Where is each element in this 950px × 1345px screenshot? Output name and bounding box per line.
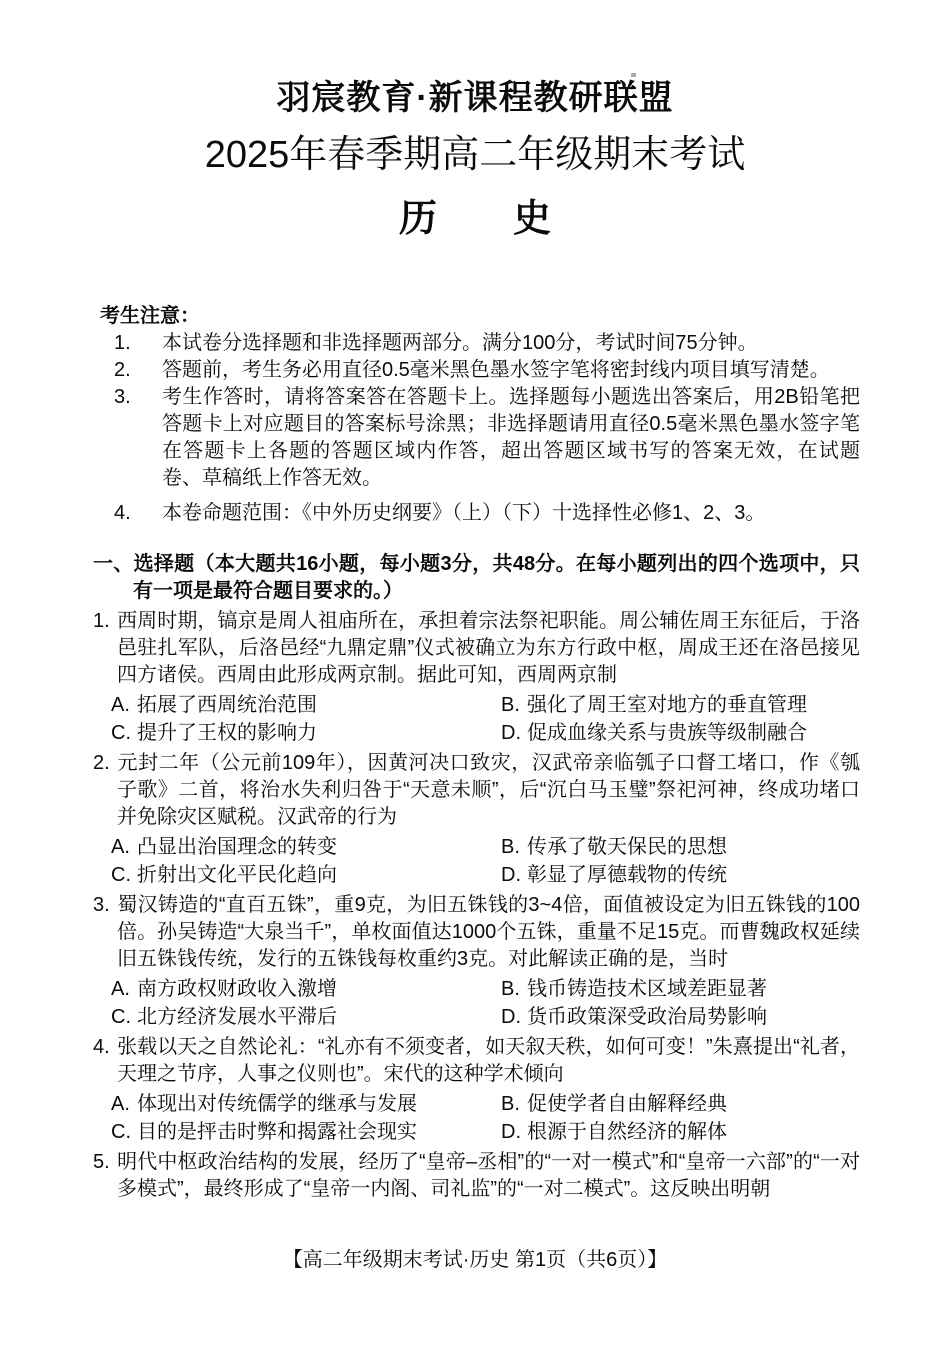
- question-stem: [93, 1149, 860, 1203]
- option-text: 彰显了厚德载物的传统: [527, 864, 727, 886]
- option-label: D.: [501, 722, 521, 744]
- question-1: [93, 608, 860, 747]
- option-label: A.: [111, 694, 130, 716]
- option-label: C.: [111, 722, 131, 744]
- question-options: [93, 1090, 860, 1146]
- question-stem: [93, 608, 860, 689]
- option-label: C.: [111, 1121, 131, 1143]
- option-a: [111, 1090, 501, 1118]
- notice-item-number: 1.: [114, 332, 131, 354]
- footer-text: 【高二年级期末考试·历史 第1页（共6页）】: [282, 1249, 668, 1271]
- option-text: 凸显出治国理念的转变: [137, 836, 337, 858]
- option-text: 提升了王权的影响力: [137, 722, 317, 744]
- option-d: [501, 719, 860, 747]
- option-c: [111, 719, 501, 747]
- option-text: 钱币铸造技术区域差距显著: [527, 978, 767, 1000]
- question-text: 明代中枢政治结构的发展，经历了“皇帝–丞相”的“一对一模式”和“皇帝一六部”的“一对多模式”，最终形成了“皇帝一内阁、司礼监”的“一对二模式”。这反映出明朝: [117, 1151, 860, 1200]
- question-5: [93, 1149, 860, 1203]
- question-number: 2.: [93, 752, 110, 774]
- notice-item-text: 考生作答时，请将答案答在答题卡上。选择题每小题选出答案后，用2B铅笔把答题卡上对应题目的答案标号涂黑；非选择题请用直径0.5毫米黑色墨水签字笔在答题卡上各题的答题区域内作答，超出答题区域书写的答案无效，在试题卷、草稿纸上作答无效。: [162, 386, 860, 489]
- option-label: B.: [501, 694, 520, 716]
- option-text: 折射出文化平民化趋向: [137, 864, 337, 886]
- notice-item-number: 3.: [114, 386, 131, 408]
- notice-item-number: 2.: [114, 359, 131, 381]
- question-text: 张载以天之自然论礼：“礼亦有不须变者，如天叙天秩，如何可变！”朱熹提出“礼者，天理之节序，人事之仪则也”。宋代的这种学术倾向: [117, 1036, 860, 1085]
- option-label: A.: [111, 978, 130, 1000]
- option-b: [501, 833, 860, 861]
- question-text: 西周时期，镐京是周人祖庙所在，承担着宗法祭祀职能。周公辅佐周王东征后，于洛邑驻扎军队，后洛邑经“九鼎定鼎”仪式被确立为东方行政中枢，周成王还在洛邑接见四方诸侯。西周由此形成两京制。据此可知，西周两京制: [117, 610, 860, 686]
- question-3: [93, 892, 860, 1031]
- question-options: [93, 833, 860, 889]
- notice-item: [100, 330, 860, 357]
- option-label: C.: [111, 864, 131, 886]
- page-header: [0, 78, 950, 242]
- question-stem: [93, 1034, 860, 1088]
- option-text: 拓展了西周统治范围: [137, 694, 317, 716]
- notice-item: [100, 500, 860, 527]
- option-label: B.: [501, 1093, 520, 1115]
- option-text: 货币政策深受政治局势影响: [527, 1006, 767, 1028]
- option-text: 促使学者自由解释经典: [527, 1093, 727, 1115]
- question-text: 元封二年（公元前109年），因黄河决口致灾，汉武帝亲临瓠子口督工堵口，作《瓠子歌》二首，将治水失利归咎于“天意未顺”，后“沉白马玉璧”祭祀河神，终成功堵口并免除灾区赋税。汉武帝的行为: [117, 752, 860, 828]
- option-c: [111, 1003, 501, 1031]
- page-footer: [0, 1247, 950, 1273]
- notice-item: [100, 384, 860, 492]
- section-one-heading: 一、选择题（本大题共16小题，每小题3分，共48分。在每小题列出的四个选项中，只有一项是最符合题目要求的。）: [93, 553, 860, 602]
- option-b: [501, 975, 860, 1003]
- organization-title: 羽宸教育·新课程教研联盟: [276, 79, 674, 117]
- questions-area: [93, 551, 860, 1203]
- option-label: A.: [111, 1093, 130, 1115]
- notice-item: [100, 357, 860, 384]
- option-text: 目的是抨击时弊和揭露社会现实: [137, 1121, 417, 1143]
- question-number: 3.: [93, 894, 110, 916]
- notice-item-text: 答题前，考生务必用直径0.5毫米黑色墨水签字笔将密封线内项目填写清楚。: [162, 359, 830, 381]
- question-options: [93, 691, 860, 747]
- question-stem: [93, 892, 860, 973]
- subject-title: 历 史: [398, 198, 551, 240]
- option-d: [501, 861, 860, 889]
- option-text: 促成血缘关系与贵族等级制融合: [527, 722, 807, 744]
- option-label: B.: [501, 836, 520, 858]
- option-label: D.: [501, 1006, 521, 1028]
- notice-item-text: 本卷命题范围：《中外历史纲要》（上）（下）十选择性必修1、2、3。: [162, 502, 766, 524]
- option-b: [501, 691, 860, 719]
- option-d: [501, 1118, 860, 1146]
- option-text: 体现出对传统儒学的继承与发展: [137, 1093, 417, 1115]
- question-2: [93, 750, 860, 889]
- question-number: 5.: [93, 1151, 110, 1173]
- exam-session-title: 2025年春季期高二年级期末考试: [204, 134, 746, 176]
- option-a: [111, 833, 501, 861]
- question-stem: [93, 750, 860, 831]
- question-4: [93, 1034, 860, 1146]
- option-c: [111, 1118, 501, 1146]
- notice-item-number: 4.: [114, 502, 131, 524]
- option-label: D.: [501, 1121, 521, 1143]
- question-number: 4.: [93, 1036, 110, 1058]
- option-label: C.: [111, 1006, 131, 1028]
- option-a: [111, 975, 501, 1003]
- option-label: A.: [111, 836, 130, 858]
- option-label: B.: [501, 978, 520, 1000]
- notice-heading: 考生注意：: [100, 305, 200, 327]
- option-text: 北方经济发展水平滞后: [137, 1006, 337, 1028]
- option-text: 根源于自然经济的解体: [527, 1121, 727, 1143]
- option-text: 传承了敬天保民的思想: [527, 836, 727, 858]
- option-d: [501, 1003, 860, 1031]
- scan-speck: [631, 73, 636, 77]
- question-options: [93, 975, 860, 1031]
- question-number: 1.: [93, 610, 110, 632]
- question-text: 蜀汉铸造的“直百五铢”，重9克，为旧五铢钱的3~4倍，面值被设定为旧五铢钱的100倍。孙吴铸造“大泉当千”，单枚面值达1000个五铢，重量不足15克。而曹魏政权延续旧五铢钱传统，发行的五铢钱每枚重约3克。对此解读正确的是，当时: [117, 894, 860, 970]
- option-text: 南方政权财政收入激增: [137, 978, 337, 1000]
- option-c: [111, 861, 501, 889]
- candidate-notice: [100, 303, 860, 527]
- notice-item-text: 本试卷分选择题和非选择题两部分。满分100分，考试时间75分钟。: [162, 332, 758, 354]
- option-label: D.: [501, 864, 521, 886]
- option-a: [111, 691, 501, 719]
- option-b: [501, 1090, 860, 1118]
- option-text: 强化了周王室对地方的垂直管理: [527, 694, 807, 716]
